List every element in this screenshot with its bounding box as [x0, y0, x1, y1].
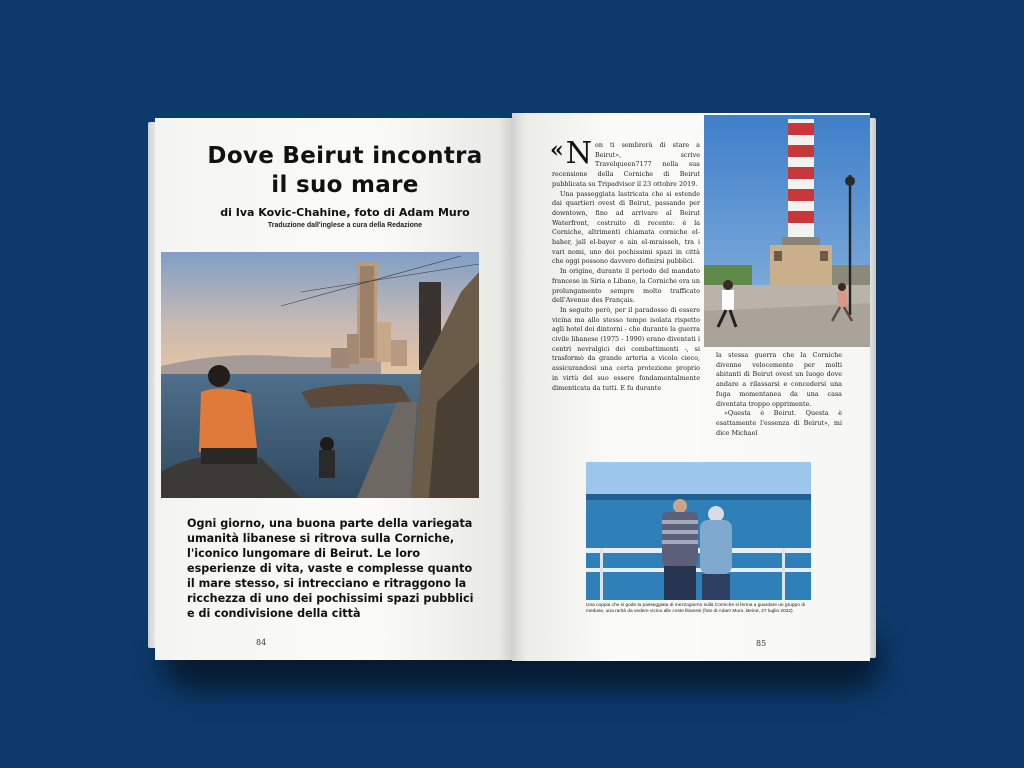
- body-paragraph-3: In origine, durante il periodo del mandato francese in Siria e Libano, la Corniche era un prolungamento sempre molto trafficato dell'Avenue des Français.: [552, 267, 700, 305]
- article-title-line-2: il suo mare: [271, 172, 419, 198]
- photo-couple-sea: [586, 462, 811, 600]
- drop-quote-mark: «: [550, 137, 564, 163]
- page-number-right: 85: [756, 639, 767, 648]
- drop-cap: N: [565, 136, 592, 171]
- body-paragraph-4: In seguito però, per il paradosso di essere vicina ma allo stesso tempo isolata rispetto agli hotel dei dintorni - che durante la guerra civile libanese (1975 - 1990) erano diventati i centri nevralgici dei combattimenti -, si trasformò da grande arteria a vicolo cieco, assicurandosi una certa protezione proprio in virtù del suo essere fondamentalmente dimenticata da tutti. E fu durante: [552, 305, 700, 392]
- body-column-2: [716, 351, 842, 438]
- page-number-left: 84: [256, 638, 267, 647]
- photo-corniche-sunset: [161, 252, 479, 498]
- body-paragraph-5: la stessa guerra che la Corniche divenne velocemente per molti abitanti di Beirut ovest un luogo dove andare a rilassarsi e concedersi una fuga momentanea da una casa diventata troppo opprimente.: [716, 351, 842, 408]
- body-paragraph-1-text: on ti sembrerà di stare a Beirut», scrive Travelqueen7177 nella sua recensione della Corniche di Beirut pubblicata su Tripadvisor il 23 ottobre 2019.: [552, 141, 700, 188]
- photo-caption: Una coppia che si gode la passeggiata di mezzogiorno sulla Corniche si ferma a guardare un gruppo di meduse, una rarità da vedere vicino alle coste libanesi (foto di Adam Muro, Beirut, 27 luglio 2022): [586, 603, 805, 615]
- photo-corniche-sunset-image: [161, 252, 479, 498]
- body-paragraph-2: Una passeggiata lastricata che si estende dai quartieri ovest di Beirut, passando per downtown, fino ad arrivare al Beirut Waterfront, costruito di recente: è la Corniche, altrimenti chiamata corniche el-baher, jall el-bayer e ain el-mraisseh, tra i vari nomi, uno dei pochissimi spazi in città che oggi possono davvero definirsi pubblici.: [552, 189, 700, 266]
- photo-lighthouse: [704, 115, 870, 347]
- photo-lighthouse-image: [704, 115, 870, 347]
- body-paragraph-1: [550, 136, 700, 190]
- magazine-page-right: [512, 113, 870, 661]
- article-title-line-1: Dove Beirut incontra: [207, 143, 483, 169]
- body-paragraph-6: «Questa è Beirut. Questa è esattamente l'essenza di Beirut», mi dice Michael: [716, 409, 842, 437]
- article-title: [195, 142, 495, 200]
- magazine-page-left: [155, 118, 513, 660]
- body-column-1: [550, 136, 700, 393]
- translation-note: Traduzione dall'inglese a cura della Redazione: [267, 222, 423, 229]
- photo-couple-sea-image: [586, 462, 811, 600]
- article-byline: di Iva Kovic-Chahine, foto di Adam Muro: [220, 206, 470, 219]
- article-lead: Ogni giorno, una buona parte della variegata umanità libanese si ritrova sulla Corniche, l'iconico lungomare di Beirut. Le loro esperienze di vita, vaste e complesse quanto il mare stesso, si intrecciano e ritraggono la ricchezza di uno dei pochissimi spazi pubblici e di condivisione della città: [187, 517, 474, 620]
